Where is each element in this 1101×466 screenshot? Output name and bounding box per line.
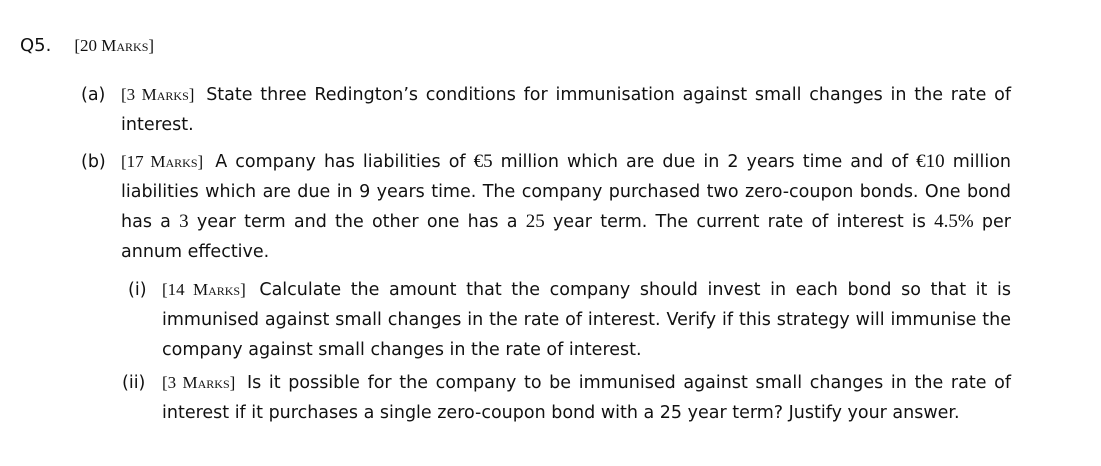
part-b-text-3: million liabilities which are due in 9 years time. The company purchased two zero-coupon bonds. One bond has a <box>121 152 1011 232</box>
part-b-i-label: (i) <box>128 280 147 300</box>
part-b-text-5: year term. The current rate of interest is <box>544 212 935 232</box>
part-b-i <box>128 275 1011 365</box>
question-marks: [20 Marks] <box>74 36 155 55</box>
part-a-text-block <box>121 80 1011 140</box>
part-a-marks: [3 Marks] <box>121 85 195 104</box>
part-b-text-4: year term and the other one has a <box>188 212 526 232</box>
part-b-i-text-block <box>162 275 1011 365</box>
question-number: Q5. <box>20 35 52 56</box>
part-b-ii-text: Is it possible for the company to be immunised against small changes in the rate of interest if it purchases a single zero-coupon bond with a 25 year term? Justify your answer. <box>162 373 1011 423</box>
part-b-ii-text-block <box>162 368 1011 428</box>
part-b-label: (b) <box>81 152 106 172</box>
part-a <box>81 80 1011 140</box>
part-b <box>81 147 1011 267</box>
part-b-ii-label: (ii) <box>122 373 146 393</box>
bond-term-1: 3 <box>179 211 189 232</box>
part-b-text-2: million which are due in 2 years time and of <box>492 152 917 172</box>
part-b-i-text: Calculate the amount that the company should invest in each bond so that it is immunised against small changes in the rate of interest. Verify if this strategy will immunise the company against small changes in the rate of interest. <box>162 280 1011 360</box>
question-header <box>20 35 154 56</box>
liability-amount-1: €5 <box>473 151 493 172</box>
part-a-label: (a) <box>81 85 106 105</box>
part-a-text: State three Redington’s conditions for immunisation against small changes in the rate of interest. <box>121 85 1011 135</box>
bond-term-2: 25 <box>525 211 545 232</box>
part-b-text-6: per annum effective. <box>121 212 1011 262</box>
part-b-ii <box>122 368 1011 428</box>
liability-amount-2: €10 <box>916 151 945 172</box>
part-b-text-block <box>121 147 1011 267</box>
part-b-marks: [17 Marks] <box>121 152 204 171</box>
part-b-i-marks: [14 Marks] <box>162 280 246 299</box>
part-b-text-1: A company has liabilities of <box>215 152 474 172</box>
interest-rate: 4.5% <box>934 211 974 232</box>
part-b-ii-marks: [3 Marks] <box>162 373 236 392</box>
